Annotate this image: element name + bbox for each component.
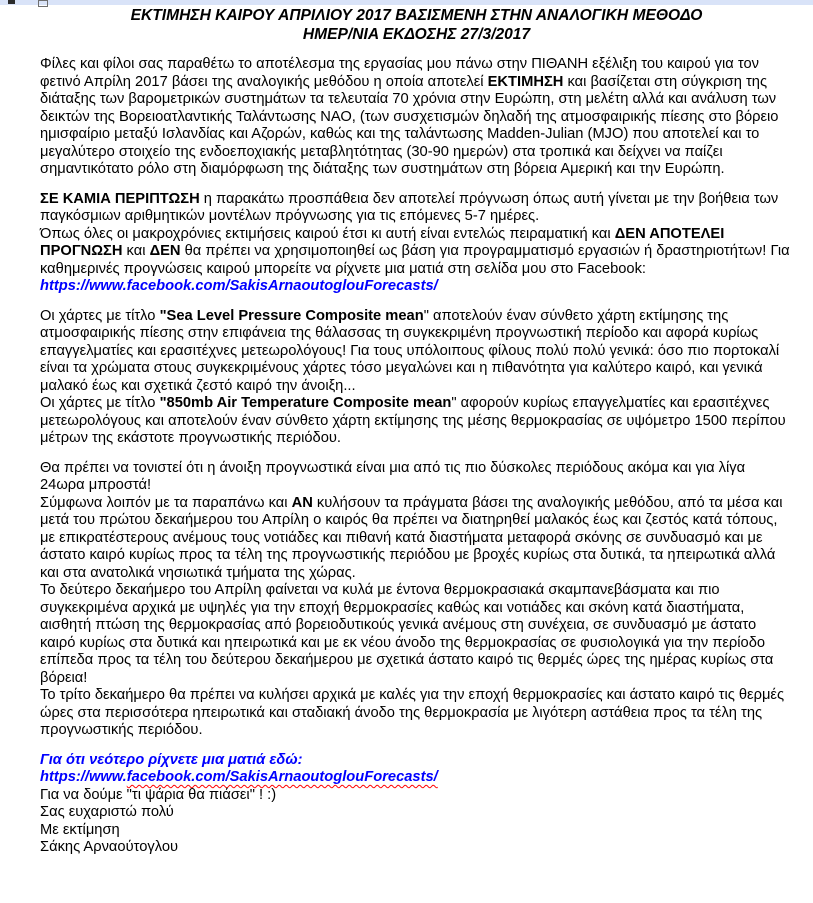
text-run: Θα πρέπει να τονιστεί ότι η άνοιξη προγνωστικά είναι μια από τις πιο δύσκολες περιόδους ακόμα και για λίγα 24ωρα μπροστά! <box>40 459 746 493</box>
paragraph-intro <box>40 56 793 179</box>
text-run: και βασίζεται στη σύγκριση της διάταξης των βαρομετρικών συστημάτων τα τελευταία 70 χρόνια στην Ευρώπη, στη μελέτη αλλά και ανάλυση των δεικτών της Βορειοατλαντικής Ταλάντωσης ΝΑΟ, (των συσχετισμών δηλαδή της ατμοσφαιρικής πίεσης στο βόρειο ημισφαίριο μεταξύ Ισλανδίας και Αζορών, καθώς και της ταλάντωσης Madden-Julian (MJO) που αποτελεί και το μεγαλύτερο στοιχείο της ενδοεποχιακής μεταβλητότητας (30-90 ημερών) στα τροπικά και δείχνει να παίζει σημαντικότατο ρόλο στη διαμόρφωση της διάταξης των συστημάτων στη βόρεια Αμερική και την Ευρώπη. <box>40 73 779 177</box>
paragraph-maps-explanation <box>40 308 793 448</box>
paragraph-disclaimer <box>40 191 793 296</box>
text-run: και <box>122 243 150 259</box>
facebook-link[interactable]: https://www.facebook.com/SakisArnaoutoglouForecasts/ <box>40 278 438 294</box>
text-run: ΕΚΤΙΜΗΣΗ <box>487 73 564 90</box>
document-title-line2: ΗΜΕΡ/ΝΙΑ ΕΚΔΟΣΗΣ 27/3/2017 <box>302 25 531 43</box>
text-cursor-artifact-icon <box>8 0 15 4</box>
text-run: Οι χάρτες με τίτλο <box>40 395 160 411</box>
text-run: η παρακάτω προσπάθεια δεν αποτελεί πρόγνωση όπως αυτή γίνεται με την βοήθεια των παγκόσμιων αριθμητικών μοντέλων πρόγνωσης για τις επόμενες 5-7 ημέρες. <box>40 190 779 224</box>
paragraph-forecast <box>40 460 793 740</box>
text-run: Για να δούμε "τι ψάρια θα πιάσει" ! :) <box>40 786 277 803</box>
text-run: ΣΕ ΚΑΜΙΑ ΠΕΡΙΠΤΩΣΗ <box>40 190 200 207</box>
text-run: θα πρέπει να χρησιμοποιηθεί ως βάση για προγραμματισμό εργασιών ή δραστηριοτήτων! Για καθημερινές προγνώσεις καιρού μπορείτε να ρίχνετε μια ματιά στη σελίδα μου στο Facebook: <box>40 243 790 277</box>
text-run: " αφορούν κυρίως επαγγελματίες και ερασιτέχνες μετεωρολόγους και αποτελούν έναν σύνθετο χάρτη εκτίμησης της μέσης θερμοκρασίας σε υψόμετρο 1500 περίπου μέτρων της εκάστοτε προγνωστικής περιόδου. <box>40 395 786 446</box>
facebook-link[interactable]: facebook.com/SakisArnaoutoglouForecasts/ <box>126 769 438 785</box>
text-run: Όπως όλες οι μακροχρόνιες εκτιμήσεις καιρού έτσι κι αυτή είναι εντελώς πειραματική και <box>40 225 615 242</box>
text-run: Με εκτίμηση <box>40 821 120 838</box>
text-run: "Sea Level Pressure Composite mean <box>159 307 424 324</box>
text-run: Σύμφωνα λοιπόν με τα παραπάνω και <box>40 494 292 511</box>
text-run: ΑΝ <box>291 494 313 511</box>
text-run: Οι χάρτες με τίτλο <box>40 307 160 324</box>
text-run: ΔΕΝ ΑΠΟΤΕΛΕΙ ΠΡΟΓΝΩΣΗ <box>40 225 725 259</box>
window-top-strip <box>0 0 813 5</box>
text-run: ΔΕΝ <box>149 243 181 259</box>
document-page <box>0 7 813 857</box>
facebook-link[interactable]: https://www. <box>40 769 127 785</box>
text-run: κυλήσουν τα πράγματα βάσει της αναλογικής μεθόδου, από τα μέσα και μετά του πρώτου δεκαήμερου του Απρίλη ο καιρός θα πρέπει να διατηρηθεί μαλακός έως και ζεστός κατά τόπους, με επικρατέστερους ανέμους τους νοτιάδες και πιθανή κατά διαστήματα μεταφορά σκόνης σε συνδυασμό και με άστατο καιρό κυρίως προς τα τέλη της προγνωστικής περιόδου με βροχές κυρίως στα δυτικά, τα ηπειρωτικά αλλά και στα ανατολικά νησιωτικά τμήματα της χώρας. <box>40 494 783 581</box>
paragraph-closing <box>40 752 793 857</box>
document-body <box>40 56 793 857</box>
text-run: "850mb Air Temperature Composite mean <box>159 395 452 411</box>
text-run: Σας ευχαριστώ πολύ <box>40 804 174 820</box>
document-title <box>40 7 793 44</box>
text-run: Το δεύτερο δεκαήμερο του Απρίλη φαίνεται να κυλά με έντονα θερμοκρασιακά σκαμπανεβάσματα και πιο συγκεκριμένα αρχικά με υψηλές για την εποχή θερμοκρασίες καθώς και νοτιάδες και σκόνη κατά διαστήματα, αισθητή πτώση της θερμοκρασίας από βορειοδυτικούς γενικά ανέμους στη συνέχεια, σε συνδυασμό με άστατο καιρό κυρίως στα δυτικά και ηπειρωτικά και με εκ νέου άνοδο της θερμοκρασίας σε φυσιολογικά για την περίοδο επίπεδα προς τα τέλη του δεύτερου δεκαήμερου με σχετικά άστατο καιρό τις θερμές ώρες της ημέρας κυρίως στα βόρεια! <box>40 582 774 686</box>
closing-callout: Για ότι νεότερο ρίχνετε μια ματιά εδώ: <box>40 751 303 768</box>
text-run: " αποτελούν έναν σύνθετο χάρτη εκτίμησης της ατμοσφαιρικής πίεσης στην επιφάνεια της θάλασσας τη συγκεκριμένη προγνωστική περίοδο και αφορά κυρίως επαγγελματίες και ερασιτέχνες μετεωρολόγους! Για τους υπόλοιπους φίλους πολύ πολύ γενικά: όσο πιο πορτοκαλί είναι τα χρώματα στους συγκεκριμένους χάρτες τόσο μεγαλώνει και η πιθανότητα για καλύτερο καιρό, και γενικά μαλακό έως και σχετικά ζεστό καιρό την άνοιξη... <box>40 307 780 394</box>
outline-handle-icon[interactable] <box>38 0 48 7</box>
document-title-line1: ΕΚΤΙΜΗΣΗ ΚΑΙΡΟΥ ΑΠΡΙΛΙΟΥ 2017 ΒΑΣΙΣΜΕΝΗ ΣΤΗΝ ΑΝΑΛΟΓΙΚΗ ΜΕΘΟΔΟ <box>130 7 703 24</box>
text-run: Σάκης Αρναούτογλου <box>40 839 179 855</box>
text-run: Το τρίτο δεκαήμερο θα πρέπει να κυλήσει αρχικά με καλές για την εποχή θερμοκρασίες και άστατο καιρό τις θερμές ώρες στα περισσότερα ηπειρωτικά και σταδιακή άνοδο της θερμοκρασία με λιγότερη αστάθεια προς τα τέλη της προγνωστικής περιόδου. <box>40 687 785 738</box>
text-run: Φίλες και φίλοι σας παραθέτω το αποτέλεσμα της εργασίας μου πάνω στην ΠΙΘΑΝΗ εξέλιξη του καιρού για τον φετινό Απρίλη 2017 βάσει της αναλογικής μεθόδου η οποία αποτελεί <box>40 56 759 90</box>
